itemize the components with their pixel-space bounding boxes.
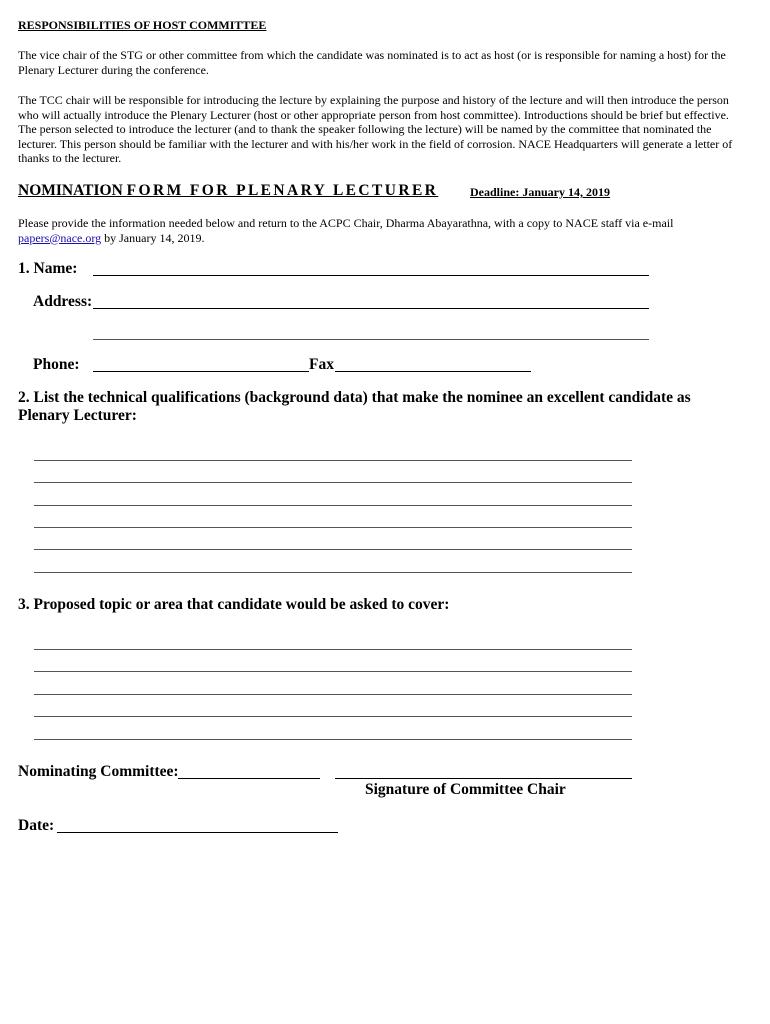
qualifications-line-6[interactable] [34, 572, 632, 573]
date-field[interactable] [57, 832, 338, 833]
phone-field[interactable] [93, 371, 309, 372]
fax-label: Fax [309, 356, 334, 373]
qualifications-label: 2. List the technical qualifications (background data) that make the nominee an excellent candidate as Plenary Lecturer: [18, 389, 691, 424]
topic-line-2[interactable] [34, 671, 632, 672]
signature-field[interactable] [335, 778, 632, 779]
qualifications-line-5[interactable] [34, 549, 632, 550]
name-label: 1. Name: [18, 260, 78, 277]
topic-line-1[interactable] [34, 649, 632, 650]
responsibilities-heading: RESPONSIBILITIES OF HOST COMMITTEE [18, 18, 267, 32]
signature-label: Signature of Committee Chair [365, 781, 566, 798]
instructions-text: Please provide the information needed below and return to the ACPC Chair, Dharma Abayarathna, with a copy to NACE staff via e-mail [18, 216, 674, 230]
qualifications-line-3[interactable] [34, 505, 632, 506]
nominating-committee-field[interactable] [178, 778, 320, 779]
address-field-line-1[interactable] [93, 308, 649, 309]
topic-line-3[interactable] [34, 694, 632, 695]
email-link[interactable]: papers@nace.org [18, 230, 102, 245]
responsibilities-paragraph-1: The vice chair of the STG or other committee from which the candidate was nominated is to act as host (or is responsible for naming a host) for the Plenary Lecturer during the conference. [18, 48, 726, 77]
form-title [18, 182, 438, 200]
qualifications-line-4[interactable] [34, 527, 632, 528]
instructions [18, 216, 738, 245]
form-title-part-1: NOMINATION [18, 182, 127, 199]
instructions-date-text: by January 14, 2019. [101, 230, 205, 245]
nominating-committee-label: Nominating Committee: [18, 763, 179, 780]
topic-line-5[interactable] [34, 739, 632, 740]
fax-field[interactable] [335, 371, 531, 372]
responsibilities-paragraph-2: The TCC chair will be responsible for introducing the lecture by explaining the purpose and history of the lecture and will then introduce the person who will actually introduce the Plenary Lecturer (host or other appropriate person from host committee). Introductions should be brief but effective. The person selected to introduce the lecturer (and to thank the speaker following the lecture) will be named by the committee that nominated the lecturer. This person should be familiar with the lecturer and with his/her work in the field of corrosion. NACE Headquarters will generate a letter of thanks to the lecturer. [18, 93, 733, 166]
qualifications-line-1[interactable] [34, 460, 632, 461]
address-label: Address: [33, 293, 93, 310]
name-field[interactable] [93, 275, 649, 276]
date-label: Date: [18, 817, 55, 834]
deadline: Deadline: January 14, 2019 [470, 185, 611, 199]
form-title-part-2: FORM FOR PLENARY LECTURER [126, 182, 439, 199]
topic-label: 3. Proposed topic or area that candidate would be asked to cover: [18, 596, 450, 613]
qualifications-line-2[interactable] [34, 482, 632, 483]
phone-label: Phone: [33, 356, 80, 373]
topic-line-4[interactable] [34, 716, 632, 717]
address-field-line-2[interactable] [93, 339, 649, 340]
